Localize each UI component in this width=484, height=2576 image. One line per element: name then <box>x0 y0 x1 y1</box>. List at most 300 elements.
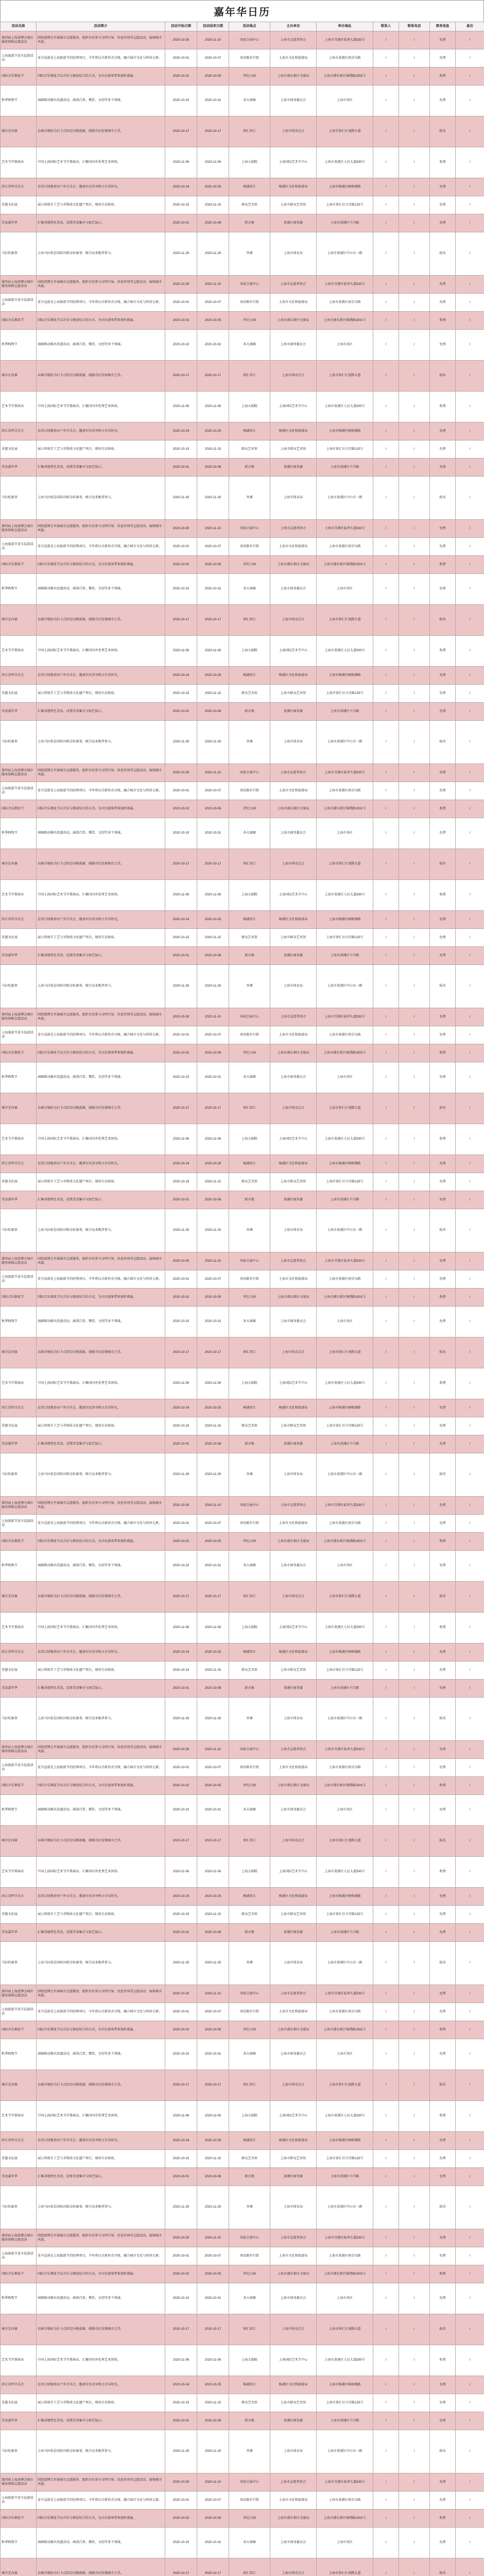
cell-ticket: 免费 <box>430 1643 456 1662</box>
cell-note: / <box>456 721 484 764</box>
cell-start: 2020-11-29 <box>165 965 197 1008</box>
cell-end: 2020-11-06 <box>197 2345 229 2376</box>
cell-end: 2020-10-17 <box>197 605 229 636</box>
cell-desc: 以城市地标为打卡点的定向挑战赛，鼓励市民发现城市之美。 <box>37 1582 165 1613</box>
cell-end: 2020-11-10 <box>197 2229 229 2247</box>
table-row <box>1 31 484 49</box>
cell-addr: 上海市徐汇区古宜路125号 <box>317 1662 373 1680</box>
cell-note: / <box>456 1533 484 1551</box>
table-row <box>1 2150 484 2168</box>
cell-desc: 以城市地标为打卡点的定向挑战赛，鼓励市民发现城市之美。 <box>37 1093 165 1124</box>
cell-org: 杨浦区文化和旅游局 <box>270 667 317 685</box>
cell-phone: / <box>399 1551 430 1582</box>
cell-end: 2020-11-29 <box>197 1942 229 1985</box>
cell-contact: / <box>373 1497 399 1515</box>
cell-name: 美食嘉年华 <box>1 1435 37 1453</box>
cell-end: 2020-10-25 <box>197 667 229 685</box>
cell-desc: 围绕进博会开展城市志愿服务，组织市民参与文明引导、信息咨询等志愿活动，展现城市风貌。 <box>37 2473 165 2492</box>
cell-addr: 上海市徐汇区古宜路125号 <box>317 2150 373 2168</box>
cell-start: 2020-10-30 <box>165 520 197 538</box>
cell-name: 国际音乐烟花节 <box>1 556 37 574</box>
cell-desc: 商圈联动推出优惠活动，涵盖百货、餐饮、文创等多个领域。 <box>37 1551 165 1582</box>
cell-name: 国际音乐烟花节 <box>1 800 37 818</box>
cell-phone: / <box>399 1662 430 1680</box>
cell-ticket: 免费 <box>430 667 456 685</box>
cell-contact: / <box>373 2376 399 2394</box>
cell-place: 群众艺术馆 <box>229 196 270 214</box>
table-row <box>1 232 484 276</box>
cell-name: 城市定向赛 <box>1 2070 37 2101</box>
cell-name: 滨江草坪音乐会 <box>1 1155 37 1173</box>
col-note: 备注 <box>456 22 484 31</box>
cell-place: 世纪公园 <box>229 1289 270 1307</box>
cell-contact: / <box>373 636 399 667</box>
cell-addr: 上海市青浦区崧泽大道333号 <box>317 1008 373 1026</box>
cell-note: / <box>456 2132 484 2150</box>
cell-contact: / <box>373 2101 399 2132</box>
cell-contact: / <box>373 1289 399 1307</box>
cell-place: 新天地 <box>229 2168 270 2186</box>
cell-name: 马拉松赛事 <box>1 1942 37 1985</box>
cell-org: 上海市文化和旅游局 <box>270 294 317 312</box>
cell-start: 2020-10-24 <box>165 2132 197 2150</box>
cell-org: 上海市群众艺术馆 <box>270 1906 317 1924</box>
cell-org: 上海市文化和旅游局 <box>270 2003 317 2021</box>
cell-end: 2020-10-31 <box>197 330 229 361</box>
cell-phone: / <box>399 2247 430 2265</box>
cell-place: 国家会展中心 <box>229 2229 270 2247</box>
cell-place: 南京路步行街 <box>229 782 270 800</box>
cell-start: 2020-10-15 <box>165 2150 197 2168</box>
cell-phone: / <box>399 1270 430 1289</box>
cell-place: 杨浦滨江 <box>229 2376 270 2394</box>
cell-contact: / <box>373 538 399 556</box>
cell-ticket: 免费 <box>430 1888 456 1906</box>
cell-end: 2020-11-10 <box>197 520 229 538</box>
cell-ticket: 收费 <box>430 1368 456 1399</box>
cell-addr: 上海市各区 <box>317 2039 373 2070</box>
cell-desc: 汇集各地特色美食，设置美食集市与厨艺展示。 <box>37 214 165 232</box>
cell-org: 上海市浦东新区文旅局 <box>270 1533 317 1551</box>
cell-start: 2020-11-29 <box>165 2186 197 2229</box>
cell-org: 上海市浦东新区文旅局 <box>270 556 317 574</box>
cell-ticket: 收费 <box>430 1533 456 1551</box>
cell-addr: 上海市徐汇区古宜路125号 <box>317 196 373 214</box>
cell-end: 2020-10-25 <box>197 178 229 196</box>
table-row <box>1 214 484 232</box>
cell-phone: / <box>399 1888 430 1906</box>
cell-end: 2020-11-15 <box>197 1906 229 1924</box>
cell-ticket: 免费 <box>430 2168 456 2186</box>
cell-note: / <box>456 2510 484 2528</box>
cell-name: 城市定向赛 <box>1 116 37 147</box>
cell-addr: 上海市青浦区崧泽大道333号 <box>317 764 373 782</box>
cell-addr: 上海市黄浦区马当路 <box>317 1924 373 1942</box>
cell-ticket: 报名 <box>430 1093 456 1124</box>
cell-start: 2020-10-10 <box>165 330 197 361</box>
cell-start: 2020-10-01 <box>165 2412 197 2430</box>
cell-contact: / <box>373 1533 399 1551</box>
table-row <box>1 1191 484 1209</box>
cell-name: 美食嘉年华 <box>1 2168 37 2186</box>
cell-phone: / <box>399 361 430 392</box>
cell-addr: 上海市黄浦区人民大道300号 <box>317 1368 373 1399</box>
cell-note: / <box>456 477 484 520</box>
cell-name: 非遗文化展 <box>1 1906 37 1924</box>
cell-phone: / <box>399 1209 430 1252</box>
cell-addr: 上海市徐汇区古宜路125号 <box>317 2394 373 2412</box>
cell-end: 2020-11-15 <box>197 1662 229 1680</box>
table-row <box>1 1515 484 1533</box>
cell-contact: / <box>373 965 399 1008</box>
cell-contact: / <box>373 1307 399 1337</box>
cell-phone: / <box>399 232 430 276</box>
cell-org: 上海市体育局 <box>270 1942 317 1985</box>
cell-phone: / <box>399 764 430 782</box>
table-row <box>1 782 484 800</box>
cell-addr: 上海市黄浦区中山东一路 <box>317 477 373 520</box>
cell-name: 第四届上海进博会城市服务保障志愿活动 <box>1 1741 37 1759</box>
cell-ticket: 免费 <box>430 911 456 929</box>
cell-desc: 商圈联动推出优惠活动，涵盖百货、餐饮、文创等多个领域。 <box>37 2528 165 2558</box>
cell-phone: / <box>399 703 430 721</box>
cell-name: 艺术节开幕演出 <box>1 1613 37 1643</box>
table-row <box>1 2283 484 2314</box>
cell-ticket: 免费 <box>430 1435 456 1453</box>
cell-phone: / <box>399 800 430 818</box>
cell-phone: / <box>399 1417 430 1435</box>
cell-note: / <box>456 947 484 965</box>
cell-start: 2020-10-15 <box>165 196 197 214</box>
cell-org: 上海市体育局 <box>270 2186 317 2229</box>
cell-contact: / <box>373 392 399 422</box>
cell-note: / <box>456 1497 484 1515</box>
cell-start: 2020-10-01 <box>165 1191 197 1209</box>
cell-note: / <box>456 1515 484 1533</box>
cell-phone: / <box>399 1826 430 1857</box>
cell-start: 2020-10-01 <box>165 2492 197 2510</box>
cell-addr: 上海市徐汇区龙腾大道 <box>317 849 373 880</box>
cell-addr: 上海市徐汇区龙腾大道 <box>317 361 373 392</box>
table-row <box>1 361 484 392</box>
cell-desc: 围绕进博会开展城市志愿服务，组织市民参与文明引导、信息咨询等志愿活动，展现城市风貌。 <box>37 2229 165 2247</box>
cell-note: / <box>456 685 484 703</box>
cell-ticket: 免费 <box>430 1551 456 1582</box>
cell-phone: / <box>399 1906 430 1924</box>
cell-phone: / <box>399 2021 430 2039</box>
table-row <box>1 2186 484 2229</box>
cell-phone: / <box>399 1515 430 1533</box>
cell-start: 2020-11-06 <box>165 636 197 667</box>
cell-addr: 上海市浦东新区锦绣路1001号 <box>317 1777 373 1795</box>
cell-contact: / <box>373 2021 399 2039</box>
cell-desc: 中国上海国际艺术节开幕演出，汇聚国内外优秀艺术团体。 <box>37 2345 165 2376</box>
cell-start: 2020-10-30 <box>165 1008 197 1026</box>
cell-start: 2020-10-24 <box>165 2376 197 2394</box>
cell-ticket: 免费 <box>430 1307 456 1337</box>
cell-addr: 上海市徐汇区龙腾大道 <box>317 1582 373 1613</box>
cell-end: 2020-10-17 <box>197 1337 229 1368</box>
cell-contact: / <box>373 2186 399 2229</box>
cell-place: 世纪公园 <box>229 556 270 574</box>
table-row <box>1 911 484 929</box>
cell-name: 马拉松赛事 <box>1 2186 37 2229</box>
cell-ticket: 报名 <box>430 1453 456 1497</box>
cell-end: 2020-10-17 <box>197 361 229 392</box>
cell-phone: / <box>399 2492 430 2510</box>
cell-start: 2020-10-24 <box>165 667 197 685</box>
cell-org: 上海市浦东新区文旅局 <box>270 800 317 818</box>
cell-place: 群众艺术馆 <box>229 1173 270 1191</box>
cell-note: / <box>456 2229 484 2247</box>
cell-contact: / <box>373 685 399 703</box>
cell-start: 2020-10-15 <box>165 1417 197 1435</box>
cell-start: 2020-10-17 <box>165 116 197 147</box>
cell-note: / <box>456 556 484 574</box>
cell-ticket: 收费 <box>430 556 456 574</box>
cell-note: / <box>456 294 484 312</box>
cell-addr: 上海市黄浦区中山东一路 <box>317 232 373 276</box>
cell-end: 2020-10-08 <box>197 214 229 232</box>
cell-end: 2020-10-17 <box>197 1582 229 1613</box>
table-row <box>1 1698 484 1741</box>
cell-addr: 上海市黄浦区马当路 <box>317 1191 373 1209</box>
cell-name: 秋季购物节 <box>1 574 37 605</box>
cell-start: 2020-10-24 <box>165 178 197 196</box>
cell-name: 非遗文化展 <box>1 1662 37 1680</box>
cell-name: 秋季购物节 <box>1 330 37 361</box>
cell-phone: / <box>399 636 430 667</box>
cell-org: 黄浦区商务委 <box>270 459 317 477</box>
cell-addr: 上海市杨浦区杨树浦路 <box>317 1888 373 1906</box>
cell-ticket: 报名 <box>430 2186 456 2229</box>
cell-contact: / <box>373 1759 399 1777</box>
cell-org: 上海国际艺术节中心 <box>270 392 317 422</box>
cell-start: 2020-11-29 <box>165 232 197 276</box>
table-row <box>1 1741 484 1759</box>
cell-addr: 上海市黄浦区马当路 <box>317 214 373 232</box>
cell-contact: / <box>373 86 399 116</box>
cell-ticket: 免费 <box>430 2492 456 2510</box>
cell-org: 上海市文化和旅游局 <box>270 782 317 800</box>
cell-note: / <box>456 1155 484 1173</box>
cell-note: / <box>456 1643 484 1662</box>
cell-addr: 上海市徐汇区古宜路125号 <box>317 440 373 459</box>
cell-start: 2020-10-01 <box>165 1924 197 1942</box>
cell-phone: / <box>399 911 430 929</box>
cell-note: / <box>456 636 484 667</box>
cell-desc: 汇集各地特色美食，设置美食集市与厨艺展示。 <box>37 459 165 477</box>
cell-name: 城市定向赛 <box>1 1826 37 1857</box>
table-row <box>1 116 484 147</box>
cell-note: / <box>456 911 484 929</box>
page-title: 嘉年华日历 <box>214 7 270 18</box>
cell-start: 2020-11-29 <box>165 1942 197 1985</box>
cell-contact: / <box>373 2492 399 2510</box>
cell-desc: 以城市地标为打卡点的定向挑战赛，鼓励市民发现城市之美。 <box>37 2070 165 2101</box>
cell-place: 杨浦滨江 <box>229 1888 270 1906</box>
cell-desc: 国际音乐烟花节以音乐与烟花结合的方式，为市民游客带来视听盛宴。 <box>37 1289 165 1307</box>
cell-ticket: 免费 <box>430 2283 456 2314</box>
cell-desc: 围绕进博会开展城市志愿服务，组织市民参与文明引导、信息咨询等志愿活动，展现城市风貌。 <box>37 764 165 782</box>
cell-end: 2020-10-07 <box>197 2492 229 2510</box>
cell-desc: 汇集各地特色美食，设置美食集市与厨艺展示。 <box>37 2412 165 2430</box>
cell-contact: / <box>373 330 399 361</box>
cell-contact: / <box>373 764 399 782</box>
cell-place: 各大商圈 <box>229 1795 270 1826</box>
cell-end: 2020-10-05 <box>197 1289 229 1307</box>
cell-place: 世纪公园 <box>229 800 270 818</box>
cell-ticket: 免费 <box>430 2003 456 2021</box>
cell-org: 上海市商务委员会 <box>270 2039 317 2070</box>
cell-ticket: 免费 <box>430 1497 456 1515</box>
cell-phone: / <box>399 1044 430 1062</box>
cell-addr: 上海市浦东新区锦绣路1001号 <box>317 2021 373 2039</box>
cell-phone: / <box>399 1985 430 2003</box>
cell-place: 新天地 <box>229 1924 270 1942</box>
cell-phone: / <box>399 2070 430 2101</box>
table-row <box>1 2394 484 2412</box>
cell-contact: / <box>373 276 399 294</box>
cell-place: 世纪公园 <box>229 312 270 330</box>
cell-phone: / <box>399 605 430 636</box>
cell-addr: 上海市黄浦区马当路 <box>317 2412 373 2430</box>
cell-name: 美食嘉年华 <box>1 1924 37 1942</box>
cell-org: 上海国际艺术节中心 <box>270 2345 317 2376</box>
cell-phone: / <box>399 440 430 459</box>
cell-addr: 上海市浦东新区锦绣路1001号 <box>317 1289 373 1307</box>
cell-name: 第四届上海进博会城市服务保障志愿活动 <box>1 1985 37 2003</box>
cell-end: 2020-10-05 <box>197 2510 229 2528</box>
cell-name: 城市定向赛 <box>1 1093 37 1124</box>
cell-note: / <box>456 392 484 422</box>
cell-note: / <box>456 1209 484 1252</box>
cell-end: 2020-10-08 <box>197 1191 229 1209</box>
cell-place: 新天地 <box>229 2412 270 2430</box>
cell-end: 2020-10-25 <box>197 911 229 929</box>
cell-phone: / <box>399 294 430 312</box>
cell-desc: 汇集各地特色美食，设置美食集市与厨艺展示。 <box>37 1435 165 1453</box>
cell-addr: 上海市各区 <box>317 1062 373 1093</box>
cell-name: 非遗文化展 <box>1 2150 37 2168</box>
cell-place: 群众艺术馆 <box>229 440 270 459</box>
cell-phone: / <box>399 1062 430 1093</box>
cell-contact: / <box>373 2412 399 2430</box>
cell-end: 2020-10-31 <box>197 2039 229 2070</box>
table-row <box>1 1435 484 1453</box>
cell-note: / <box>456 1062 484 1093</box>
cell-addr: 上海市黄浦区马当路 <box>317 1435 373 1453</box>
cell-name: 城市定向赛 <box>1 849 37 880</box>
cell-start: 2020-10-02 <box>165 800 197 818</box>
cell-place: 国家会展中心 <box>229 1008 270 1026</box>
cell-start: 2020-10-10 <box>165 2528 197 2558</box>
cell-contact: / <box>373 1008 399 1026</box>
cell-desc: 围绕进博会开展城市志愿服务，组织市民参与文明引导、信息咨询等志愿活动，展现城市风貌。 <box>37 1741 165 1759</box>
cell-ticket: 免费 <box>430 1008 456 1026</box>
table-row <box>1 520 484 538</box>
cell-end: 2020-10-31 <box>197 1062 229 1093</box>
table-row <box>1 196 484 214</box>
cell-contact: / <box>373 196 399 214</box>
table-row <box>1 1270 484 1289</box>
cell-contact: / <box>373 782 399 800</box>
cell-name: 艺术节开幕演出 <box>1 2345 37 2376</box>
cell-org: 黄浦区商务委 <box>270 1191 317 1209</box>
cell-end: 2020-11-10 <box>197 2473 229 2492</box>
cell-phone: / <box>399 1582 430 1613</box>
table-row <box>1 2070 484 2101</box>
table-row <box>1 459 484 477</box>
cell-name: 第四届上海进博会城市服务保障志愿活动 <box>1 1497 37 1515</box>
cell-place: 国家会展中心 <box>229 520 270 538</box>
cell-addr: 上海市徐汇区古宜路125号 <box>317 1906 373 1924</box>
cell-org: 上海市商务委员会 <box>270 330 317 361</box>
cell-place: 徐汇滨江 <box>229 2314 270 2345</box>
cell-note: / <box>456 1582 484 1613</box>
cell-name: 城市定向赛 <box>1 605 37 636</box>
cell-ticket: 免费 <box>430 685 456 703</box>
cell-note: / <box>456 2070 484 2101</box>
cell-start: 2020-10-15 <box>165 685 197 703</box>
cell-addr: 上海市黄浦区南京东路 <box>317 1515 373 1533</box>
cell-end: 2020-10-07 <box>197 294 229 312</box>
cell-ticket: 免费 <box>430 2376 456 2394</box>
cell-contact: / <box>373 116 399 147</box>
cell-place: 上海大剧院 <box>229 636 270 667</box>
cell-start: 2020-10-17 <box>165 2314 197 2345</box>
cell-name: 非遗文化展 <box>1 2394 37 2412</box>
table-row <box>1 2247 484 2265</box>
table-row <box>1 2510 484 2528</box>
cell-place: 杨浦滨江 <box>229 178 270 196</box>
cell-end: 2020-11-29 <box>197 1209 229 1252</box>
cell-name: 艺术节开幕演出 <box>1 392 37 422</box>
cell-start: 2020-10-02 <box>165 1777 197 1795</box>
cell-addr: 上海市黄浦区人民大道300号 <box>317 147 373 178</box>
table-row <box>1 1924 484 1942</box>
cell-end: 2020-11-15 <box>197 196 229 214</box>
cell-org: 上海市志愿者协会 <box>270 31 317 49</box>
cell-end: 2020-11-15 <box>197 929 229 947</box>
cell-name: 马拉松赛事 <box>1 477 37 520</box>
cell-place: 上海大剧院 <box>229 147 270 178</box>
table-row <box>1 800 484 818</box>
cell-org: 上海市志愿者协会 <box>270 276 317 294</box>
cell-place: 各大商圈 <box>229 2039 270 2070</box>
cell-name: 秋季购物节 <box>1 1551 37 1582</box>
cell-org: 上海市体育总会 <box>270 1337 317 1368</box>
cell-note: / <box>456 880 484 911</box>
cell-start: 2020-10-01 <box>165 703 197 721</box>
col-addr: 举办地址 <box>317 22 373 31</box>
cell-org: 上海市体育局 <box>270 1698 317 1741</box>
table-row <box>1 330 484 361</box>
cell-contact: / <box>373 1417 399 1435</box>
cell-note: / <box>456 214 484 232</box>
cell-name: 艺术节开幕演出 <box>1 147 37 178</box>
cell-ticket: 免费 <box>430 1252 456 1270</box>
cell-contact: / <box>373 1662 399 1680</box>
cell-end: 2020-11-10 <box>197 31 229 49</box>
cell-phone: / <box>399 849 430 880</box>
cell-name: 国际音乐烟花节 <box>1 1044 37 1062</box>
cell-place: 各大商圈 <box>229 86 270 116</box>
table-row <box>1 440 484 459</box>
table-row <box>1 1497 484 1515</box>
cell-org: 杨浦区文化和旅游局 <box>270 1888 317 1906</box>
cell-place: 徐汇滨江 <box>229 1337 270 1368</box>
